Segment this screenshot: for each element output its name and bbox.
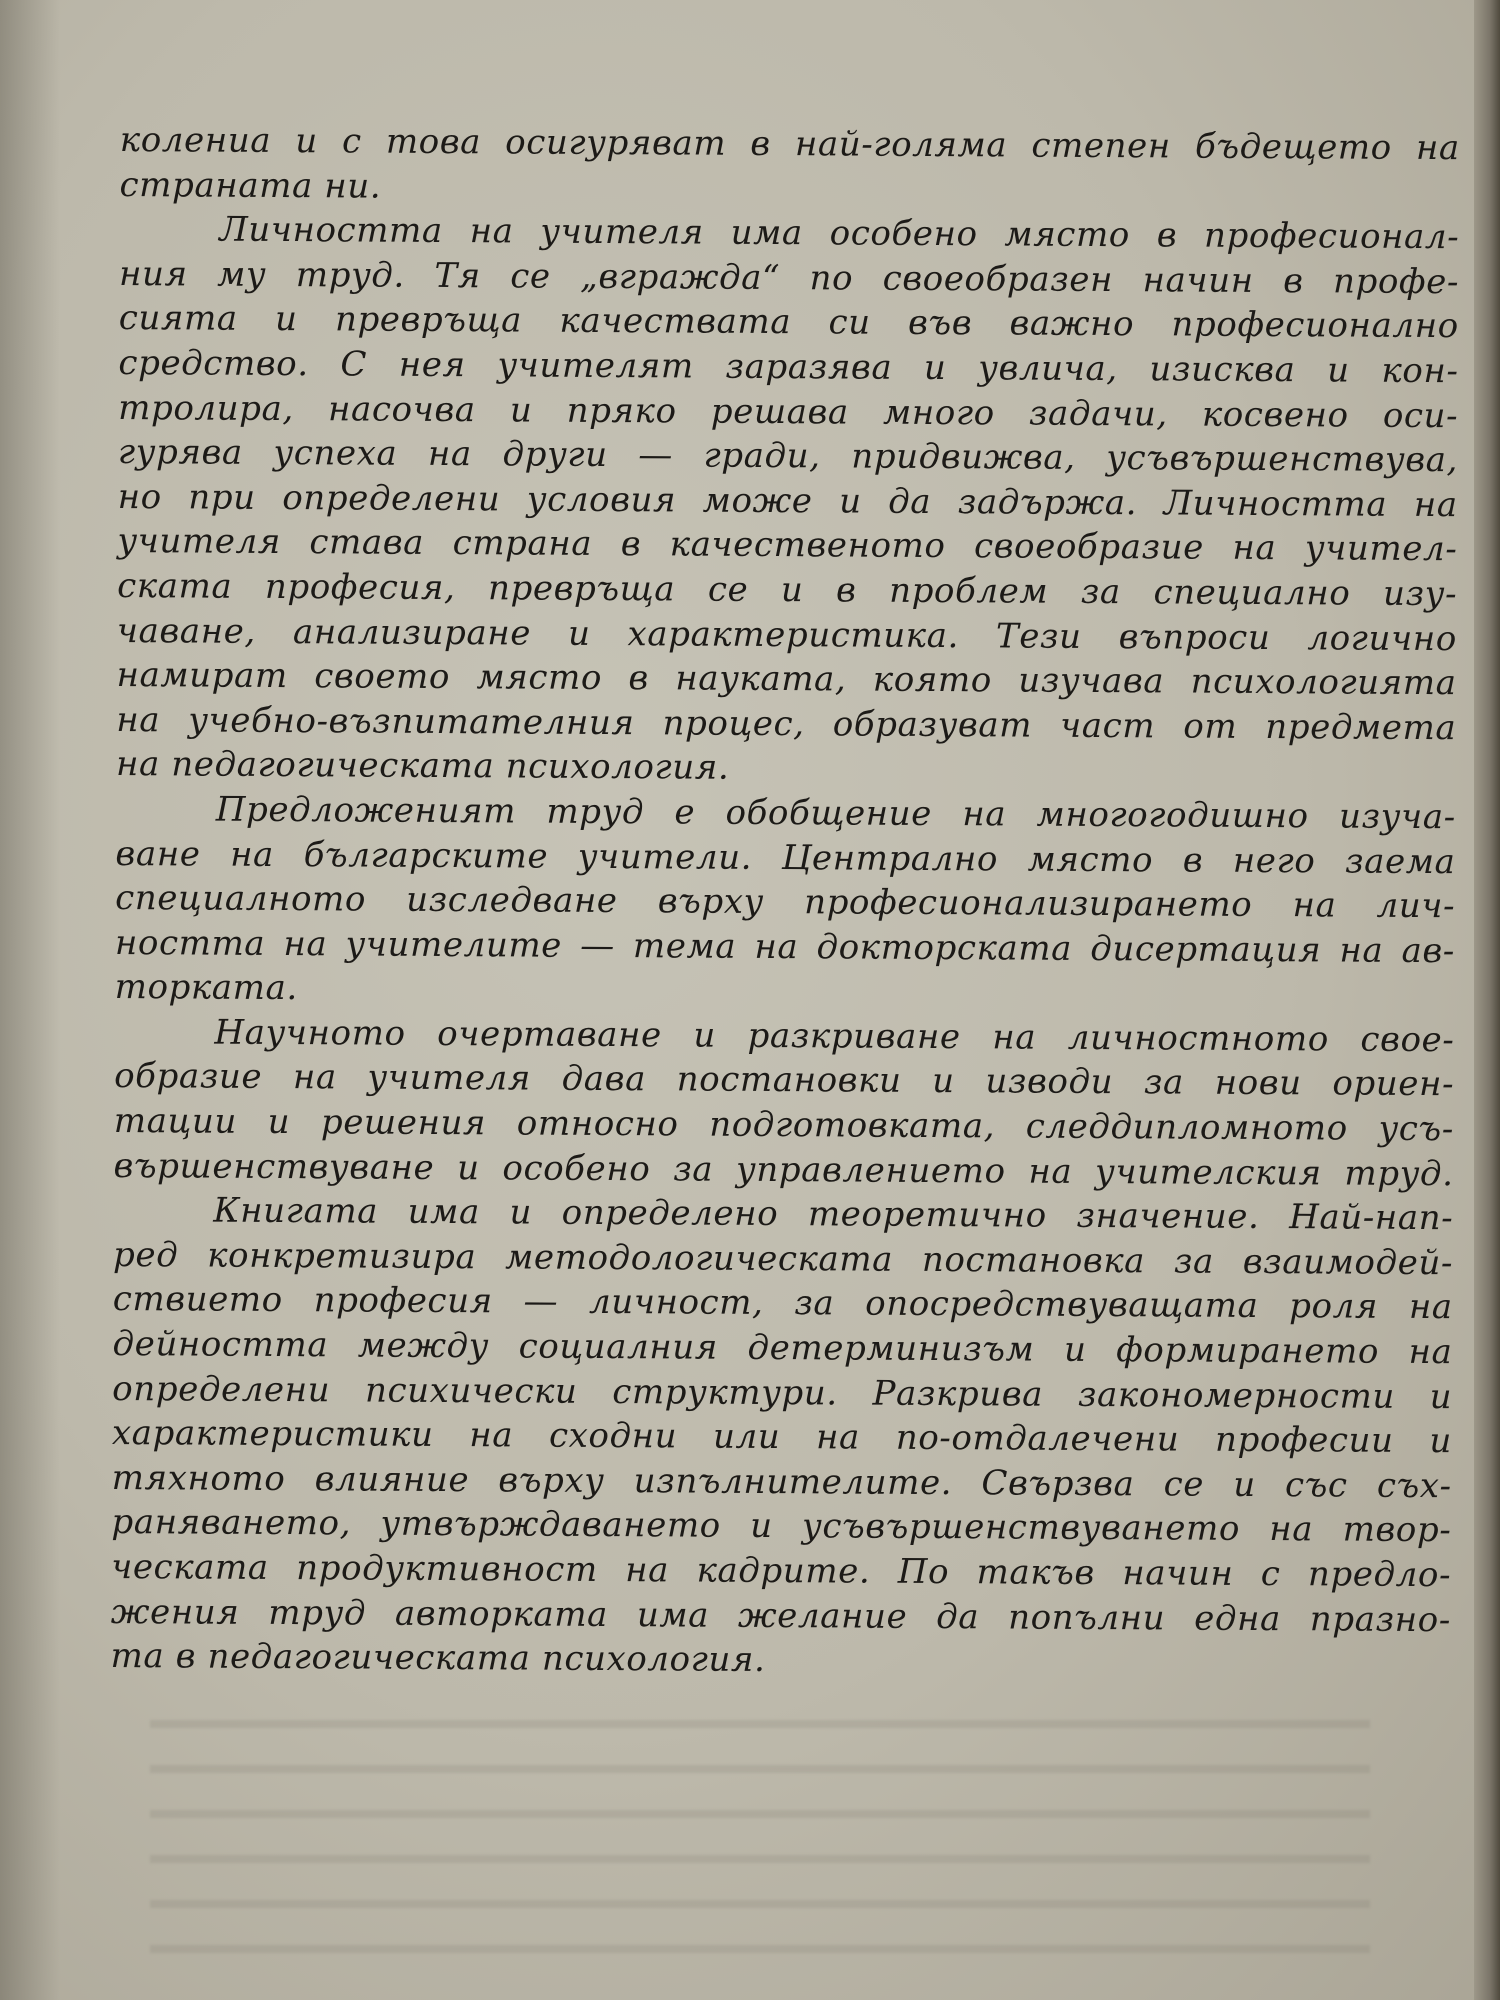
text-line: вършенствуване и особено за управлението на учителския труд. xyxy=(113,1145,1454,1194)
text-line: тролира, насочва и пряко решава много задачи, косвено оси- xyxy=(118,387,1459,436)
text-line: Личността на учителя има особено място в професионал- xyxy=(219,209,1460,258)
text-line: намират своето място в науката, която изучава психологията xyxy=(116,655,1457,704)
text-line: торката. xyxy=(114,967,298,1009)
text-line: ствието професия — личност, за опосредствуващата роля на xyxy=(112,1279,1453,1328)
text-line: ване на българските учители. Централно място в него заема xyxy=(115,833,1456,882)
text-line: тации и решения относно подготовката, следдипломното усъ- xyxy=(113,1101,1454,1150)
text-line: колениа и с това осигуряват в най-голяма степен бъдещето на xyxy=(119,119,1460,169)
bleed-through-texture xyxy=(150,1690,1370,1990)
text-line: жения труд авторката има желание да попълни една празно- xyxy=(110,1591,1451,1640)
text-line: на учебно-възпитателния процес, образуват част от предмета xyxy=(116,699,1457,748)
text-line: ред конкретизира методологическата постановка за взаимодей- xyxy=(112,1234,1454,1284)
text-line: Научното очертаване и разкриване на личностното свое- xyxy=(214,1012,1455,1061)
text-line: гурява успеха на други — гради, придвижва, усъвършенствува, xyxy=(117,432,1459,481)
text-line: дейността между социалния детерминизъм и формирането на xyxy=(112,1324,1453,1373)
text-line: чаване, анализиране и характеристика. Тези въпроси логично xyxy=(116,610,1457,659)
text-line: раняването, утвърждаването и усъвършенствуването на твор- xyxy=(111,1502,1452,1551)
text-line: учителя става страна в качественото своеобразие на учител- xyxy=(117,521,1458,570)
text-line: характеристики на сходни или на по-отдалечени професии и xyxy=(111,1413,1453,1462)
text-line: сията и превръща качествата си във важно професионално xyxy=(118,298,1459,347)
text-line: тяхното влияние върху изпълнителите. Свързва се и със съх- xyxy=(111,1457,1452,1506)
text-line: определени психически структури. Разкрива закономерности и xyxy=(112,1368,1453,1417)
text-line: ската професия, превръща се и в проблем за специално изу- xyxy=(117,565,1458,615)
spine-shadow xyxy=(0,0,60,2000)
text-line: но при определени условия може и да задържа. Личността на xyxy=(117,476,1458,525)
text-line: ността на учителите — тема на докторската дисертация на ав- xyxy=(114,922,1456,971)
text-line: страната ни. xyxy=(119,164,382,207)
text-line: специалното изследване върху професионализирането на лич- xyxy=(115,878,1456,927)
text-line: Книгата има и определено теоретично значение. Най-нап- xyxy=(213,1190,1454,1239)
body-text xyxy=(110,118,1460,1687)
page-edge xyxy=(1474,0,1500,2000)
text-line: Предложеният труд е обобщение на многогодишно изуча- xyxy=(215,789,1456,838)
text-line: ческата продуктивност на кадрите. По такъв начин с предло- xyxy=(111,1546,1452,1596)
text-line: та в педагогическата психология. xyxy=(110,1636,766,1681)
text-line: образие на учителя дава постановки и изводи за нови ориен- xyxy=(114,1056,1455,1105)
text-line: на педагогическата психология. xyxy=(115,744,730,789)
text-line: средство. С нея учителят заразява и увлича, изисква и кон- xyxy=(118,342,1459,392)
text-line: ния му труд. Тя се „вгражда“ по своеобразен начин в профе- xyxy=(118,253,1460,302)
